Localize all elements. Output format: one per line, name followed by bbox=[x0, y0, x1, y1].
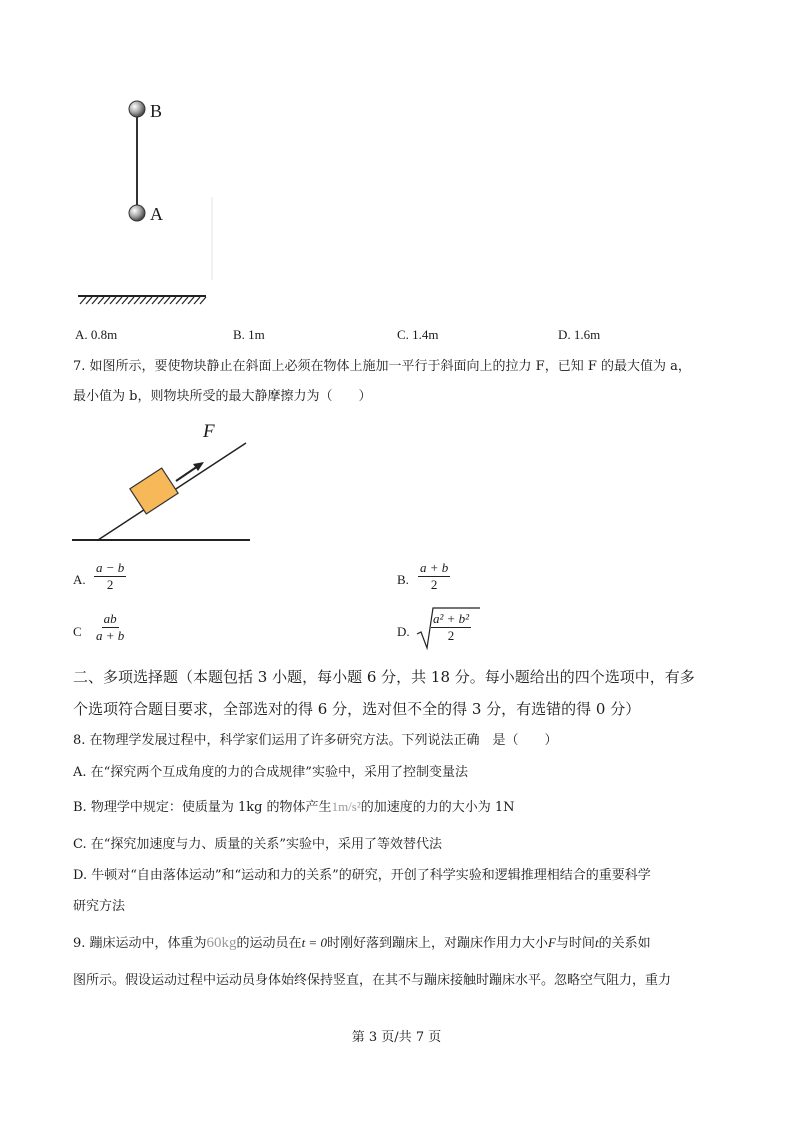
q7-option-d-label[interactable]: D. bbox=[397, 624, 410, 639]
q9-mass: 60kg bbox=[206, 935, 237, 951]
q6-option-c[interactable]: C. 1.4m bbox=[397, 327, 439, 342]
q9-t0: t = 0 bbox=[301, 935, 327, 950]
fraction-numerator: a + b bbox=[420, 560, 449, 575]
q6-option-d[interactable]: D. 1.6m bbox=[558, 327, 601, 342]
ball-b bbox=[129, 101, 145, 117]
fraction-denominator: 2 bbox=[430, 577, 438, 592]
q9-F: F bbox=[547, 935, 556, 950]
fraction-denominator: 2 bbox=[447, 628, 455, 643]
q7-option-d-fraction bbox=[431, 611, 471, 644]
fraction-denominator: 2 bbox=[106, 577, 114, 592]
ground-hatch bbox=[80, 297, 206, 304]
q8-option-b-text-end: 的加速度的力的大小为 1N bbox=[360, 800, 515, 815]
q8-stem: 8. 在物理学发展过程中，科学家们运用了许多研究方法。下列说法正确 是（ ） bbox=[73, 733, 558, 748]
q9-stem-line1 bbox=[73, 934, 651, 953]
fraction-numerator: ab bbox=[103, 611, 117, 626]
page-number: 第 3 页/共 7 页 bbox=[351, 1030, 442, 1045]
force-arrow bbox=[176, 466, 198, 481]
force-label: F bbox=[203, 421, 215, 442]
q6-option-a[interactable]: A. 0.8m bbox=[75, 327, 118, 342]
ball-a bbox=[129, 205, 145, 221]
q9-stem-line2: 图所示。假设运动过程中运动员身体始终保持竖直，在其不与蹦床接触时蹦床水平。忽略空气阻力，重力 bbox=[73, 973, 672, 988]
q8-option-b-text: B. 物理学中规定：使质量为 1kg 的物体产生 bbox=[73, 800, 332, 815]
q8-option-b-unit: 1m/s² bbox=[331, 799, 361, 814]
q9-text: 的运动员在 bbox=[236, 936, 302, 951]
section2-heading-line2: 个选项符合题目要求，全部选对的得 6 分，选对但不全的得 3 分，有选错的得 0 分） bbox=[73, 700, 641, 718]
q7-option-a-label[interactable]: A. bbox=[73, 572, 86, 587]
force-arrowhead bbox=[193, 462, 204, 471]
q8-option-c[interactable]: C. 在“探究加速度与力、质量的关系”实验中，采用了等效替代法 bbox=[73, 837, 443, 852]
block bbox=[130, 468, 178, 514]
fraction-denominator bbox=[94, 628, 126, 644]
label-a: A bbox=[150, 204, 163, 224]
q8-option-a[interactable]: A. 在“探究两个互成角度的力的合成规律”实验中，采用了控制变量法 bbox=[73, 765, 468, 780]
section2-heading-line1: 二、多项选择题（本题包括 3 小题，每小题 6 分，共 18 分。每小题给出的四个选项中，有多 bbox=[73, 668, 695, 686]
fraction-numerator: a − b bbox=[96, 560, 125, 575]
q7-option-c-fraction bbox=[94, 611, 126, 644]
incline-block-figure bbox=[70, 418, 260, 548]
q7-option-c-label[interactable]: C bbox=[73, 624, 82, 639]
q7-stem-line1: 7. 如图所示，要使物块静止在斜面上必须在物体上施加一平行于斜面向上的拉力 F，已知 F 的最大值为 a， bbox=[73, 359, 691, 374]
q6-option-b[interactable]: B. 1m bbox=[233, 327, 265, 342]
q9-text: 与时间 bbox=[555, 936, 595, 951]
q9-t: t bbox=[594, 935, 599, 950]
q8-option-d-line2: 研究方法 bbox=[73, 899, 126, 914]
q9-text: 9. 蹦床运动中，体重为 bbox=[73, 936, 207, 951]
q9-text: 时刚好落到蹦床上，对蹦床作用力大小 bbox=[326, 936, 548, 951]
fraction-denominator-text: a + b bbox=[96, 628, 125, 643]
q7-option-b-label[interactable]: B. bbox=[397, 572, 409, 587]
rod-balls-figure bbox=[70, 95, 220, 310]
q9-text: 的关系如 bbox=[598, 936, 651, 951]
q8-option-d-line1[interactable]: D. 牛顿对“自由落体运动”和“运动和力的关系”的研究，开创了科学实验和逻辑推理相结合的重要科学 bbox=[73, 868, 651, 883]
q8-option-b[interactable] bbox=[73, 798, 515, 817]
fraction-numerator: a² + b² bbox=[433, 611, 470, 626]
label-b: B bbox=[150, 101, 163, 121]
q7-stem-line2: 最小值为 b，则物块所受的最大静摩擦力为（ ） bbox=[73, 389, 372, 404]
q7-option-b-fraction bbox=[418, 560, 450, 593]
q7-option-a-fraction bbox=[94, 560, 126, 593]
